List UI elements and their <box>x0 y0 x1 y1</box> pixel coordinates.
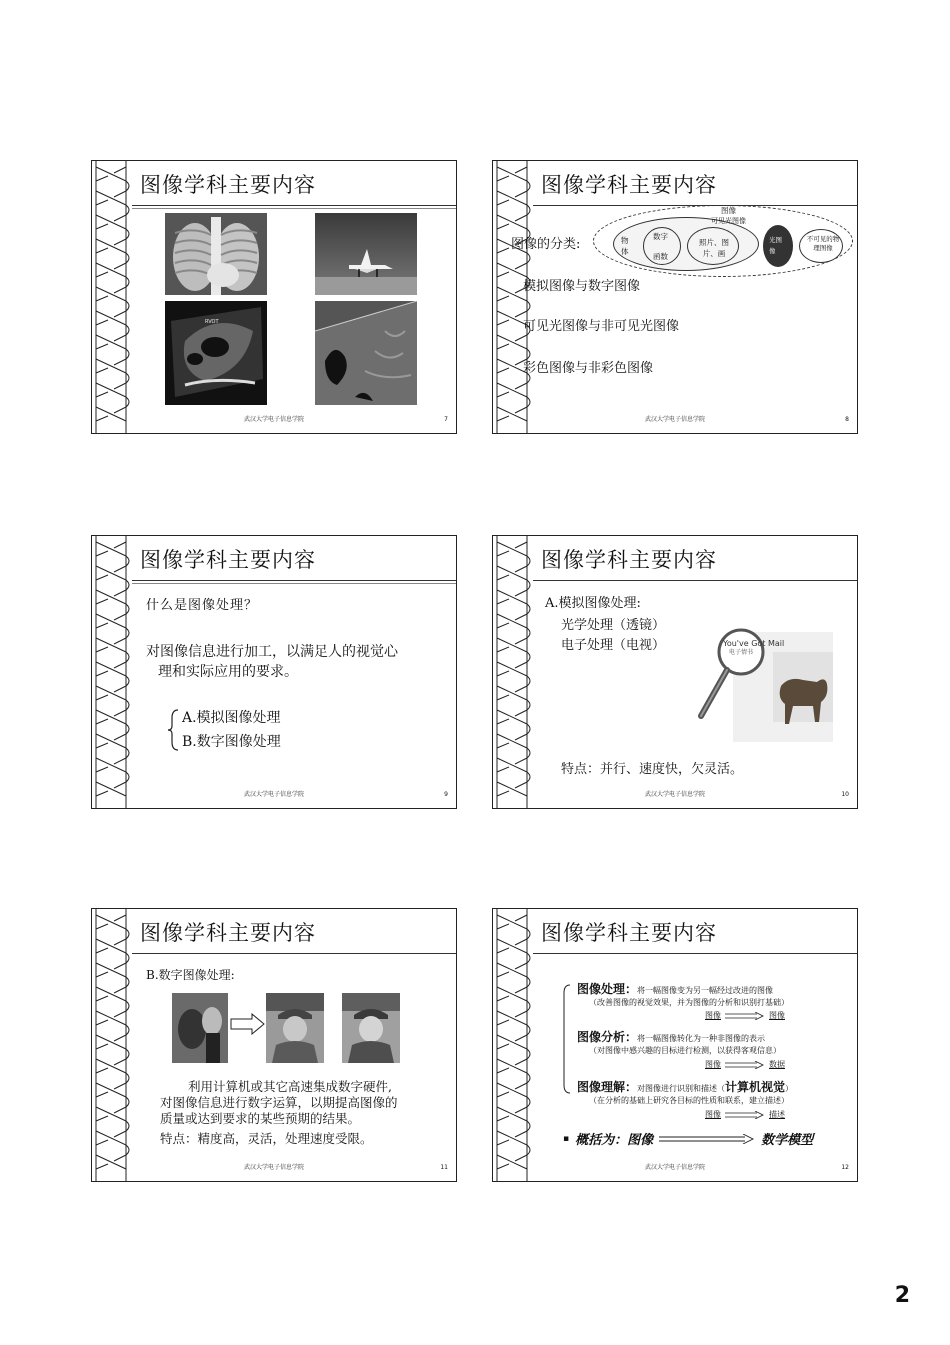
diagram-label-visible: 可见光图像 <box>711 217 746 225</box>
brace-icon <box>166 708 180 752</box>
title-rule <box>533 953 857 954</box>
title-rule <box>132 580 456 581</box>
summary-target: 数学模型 <box>761 1133 814 1148</box>
classification-label: 图像的分类: <box>511 237 581 252</box>
summary-label: 概括为：图像 <box>575 1133 654 1148</box>
rope-decoration <box>92 909 132 1181</box>
slide-title: 图像学科主要内容 <box>541 548 717 572</box>
magnifier-image <box>693 622 833 742</box>
title-rule <box>132 208 456 209</box>
question-text: 什么是图像处理？ <box>146 598 259 613</box>
slide-11 <box>91 908 457 1182</box>
flow-understanding <box>705 1109 785 1120</box>
terrain-image <box>315 301 417 405</box>
term-note: （对图像中感兴趣的目标进行检测，以获得客观信息） <box>589 1046 781 1055</box>
digital-heading: B.数字图像处理: <box>146 968 235 982</box>
double-arrow-icon <box>725 1061 765 1069</box>
slide-footer: 武汉大学电子信息学院 <box>243 416 304 423</box>
term-note: （改善图像的视觉效果，并为图像的分析和识别打基础） <box>589 998 789 1007</box>
digital-feature: 特点：精度高，灵活，处理速度受限。 <box>160 1131 373 1146</box>
slide-title: 图像学科主要内容 <box>541 173 717 197</box>
slide-number: 7 <box>444 416 448 423</box>
diagram-label-image: 图像 <box>721 206 736 215</box>
mail-title: You've Got Mail <box>723 639 785 648</box>
space-shuttle-image <box>315 213 417 295</box>
digital-desc-line: 对图像信息进行数字运算，以期提高图像的 <box>160 1095 398 1110</box>
slide-title: 图像学科主要内容 <box>140 921 316 945</box>
option-digital: B.数字图像处理 <box>182 734 281 750</box>
slide-8 <box>492 160 858 434</box>
term-desc: 将一幅图像变为另一幅经过改进的图像 <box>637 986 774 995</box>
chest-xray-image <box>165 213 267 295</box>
classification-item: 可见光图像与非可见光图像 <box>523 319 680 334</box>
svg-text:RVOT: RVOT <box>205 319 219 325</box>
flow-to: 图像 <box>769 1011 785 1020</box>
slide-title: 图像学科主要内容 <box>541 921 717 945</box>
term-desc: 对图像进行识别和描述（ <box>637 1084 726 1093</box>
analog-feature: 特点：并行、速度快，欠灵活。 <box>561 762 744 777</box>
flow-to: 数据 <box>769 1060 785 1069</box>
term-desc-end: ） <box>785 1084 794 1093</box>
digital-desc-line: 质量或达到要求的某些预期的结果。 <box>160 1111 361 1126</box>
diagram-label-object: 物体 <box>621 236 629 256</box>
slide-footer: 武汉大学电子信息学院 <box>644 416 705 423</box>
diagram-label-function: 函数 <box>653 252 668 261</box>
term-note: （在分析的基础上研究各目标的性质和联系，建立描述） <box>589 1096 789 1105</box>
rope-decoration <box>493 909 533 1181</box>
page-number: 2 <box>894 1283 910 1308</box>
diagram-label-digital: 数字 <box>653 232 668 241</box>
definition-line: 对图像信息进行加工，以满足人的视觉心 <box>146 644 398 660</box>
rope-decoration <box>493 536 533 808</box>
term-highlight: 计算机视觉 <box>725 1080 786 1094</box>
slide-number: 12 <box>841 1164 849 1171</box>
flow-processing <box>705 1010 785 1021</box>
flow-from: 图像 <box>705 1011 721 1020</box>
double-arrow-icon <box>725 1111 765 1119</box>
title-rule <box>132 583 456 584</box>
slide-7 <box>91 160 457 434</box>
slide-footer: 武汉大学电子信息学院 <box>243 1164 304 1171</box>
double-arrow-icon <box>725 1012 765 1020</box>
diagram-label-light: 光图像 <box>769 236 782 255</box>
slide-10 <box>492 535 858 809</box>
term-label: 图像理解： <box>577 1080 638 1094</box>
bullet-icon: ▪ <box>563 1133 570 1144</box>
mail-subtitle: 电子情书 <box>729 649 754 656</box>
slide-number: 11 <box>440 1164 448 1171</box>
slide-9 <box>91 535 457 809</box>
rope-decoration <box>92 536 132 808</box>
soldier-photo-2 <box>342 993 400 1063</box>
rope-decoration <box>92 161 132 433</box>
flow-to: 描述 <box>769 1110 785 1119</box>
image-classification-diagram <box>593 201 853 277</box>
source-photo <box>172 993 228 1063</box>
flow-from: 图像 <box>705 1060 721 1069</box>
classification-item: 彩色图像与非彩色图像 <box>523 361 654 376</box>
slide-footer: 武汉大学电子信息学院 <box>243 791 304 798</box>
bracket-icon <box>561 983 571 1095</box>
slide-number: 10 <box>841 791 849 798</box>
diagram-label-photo: 照片、图片、画 <box>699 238 729 258</box>
flow-from: 图像 <box>705 1110 721 1119</box>
title-rule <box>132 205 456 206</box>
digital-desc-line: 利用计算机或其它高速集成数字硬件, <box>188 1079 392 1094</box>
analog-heading: A.模拟图像处理: <box>545 596 641 611</box>
slide-footer: 武汉大学电子信息学院 <box>644 1164 705 1171</box>
summary-row <box>563 1129 813 1148</box>
ultrasound-image <box>165 301 267 405</box>
rope-decoration <box>493 161 533 433</box>
optical-processing: 光学处理（透镜） <box>561 618 666 633</box>
title-rule <box>132 953 456 954</box>
definition-line: 理和实际应用的要求。 <box>158 664 298 680</box>
classification-item: 模拟图像与数字图像 <box>523 279 641 294</box>
term-label: 图像处理： <box>577 982 638 996</box>
electronic-processing: 电子处理（电视） <box>561 638 666 653</box>
arrow-icon <box>230 1013 266 1035</box>
option-analog: A.模拟图像处理 <box>182 710 281 726</box>
slide-title: 图像学科主要内容 <box>140 173 316 197</box>
term-label: 图像分析： <box>577 1030 638 1044</box>
title-rule <box>533 580 857 581</box>
soldier-photo-1 <box>266 993 324 1063</box>
slide-12 <box>492 908 858 1182</box>
term-desc: 将一幅图像转化为一种非图像的表示 <box>637 1034 766 1043</box>
slide-footer: 武汉大学电子信息学院 <box>644 791 705 798</box>
diagram-label-invisible: 不可见的物理图像 <box>806 235 840 252</box>
flow-analysis <box>705 1059 785 1070</box>
slide-title: 图像学科主要内容 <box>140 548 316 572</box>
slide-number: 8 <box>845 416 849 423</box>
slide-number: 9 <box>444 791 448 798</box>
double-arrow-icon <box>659 1134 755 1144</box>
